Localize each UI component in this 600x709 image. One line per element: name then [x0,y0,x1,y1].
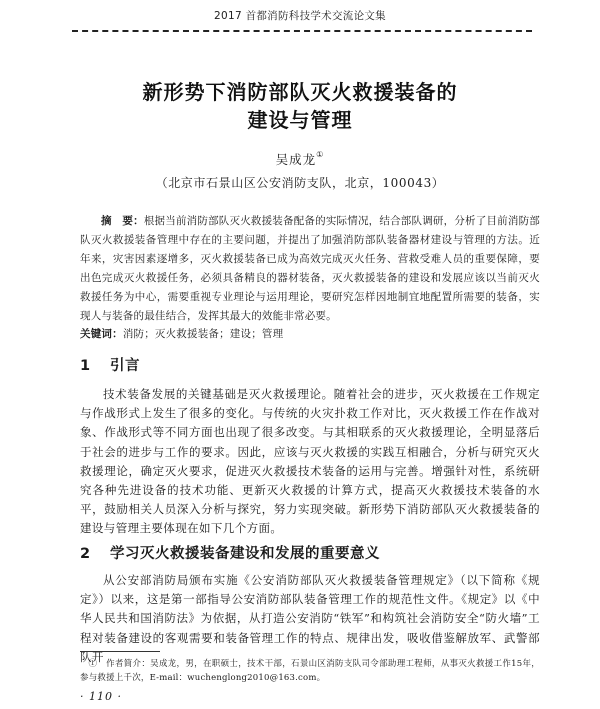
abstract [80,212,540,326]
section-2-number: 2 [80,546,91,562]
keywords [80,326,540,341]
section-1-number: 1 [80,358,91,374]
abstract-text: 根据当前消防部队灭火救援装备配备的实际情况，结合部队调研，分析了目前消防部队灭火救援装备管理中存在的主要问题，并提出了加强消防部队装备器材建设与管理的方法。近年来，灾害因素逐增多，灭火救援装备已成为高效完成灭火任务、营救受难人员的重要保障，要出色完成灭火救援任务，必须具备精良的器材装备，灭火救援装备的建设和发展应该以当前灭火救援任务为中心，需要重视专业理论与运用理论，要研究怎样因地制宜地配置所需要的装备，实现人与装备的最佳结合，发挥其最大的效能非常必要。 [80,215,540,322]
affiliation: （北京市石景山区公安消防支队，北京，100043） [155,176,445,190]
keywords-text: 消防；灭火救援装备；建设；管理 [122,328,284,340]
author-footnote-mark: ① [316,150,325,159]
header-rule [72,30,532,32]
paper-title-line1: 新形势下消防部队灭火救援装备的 [142,80,458,104]
paper-title-line2: 建设与管理 [247,108,353,132]
section-1-heading [80,354,140,375]
page-number: · 110 · [80,690,122,703]
section-1-title: 引言 [110,358,140,374]
author-line [0,150,600,168]
section-1-paragraph: 技术装备发展的关键基础是灭火救援理论。随着社会的进步，灭火救援在工作规定与作战形式上发生了很多的变化。与传统的火灾扑救工作对比，灭火救援工作在作战对象、作战形式等不同方面也出现了很多改变。与其相联系的灭火救援理论，全明显落后于社会的进步与工作的要求。因此，应该与灭火救援的实践互相融合，分析与研究灭火救援理论，确定灭火要求，促进灭火救援技术装备的运用与完善。增强针对性，系统研究各种先进设备的技术功能、更新灭火救援的计算方式，提高灭火救援技术装备的水平，鼓励相关人员深入分析与探究，努力实现突破。新形势下消防部队灭火救援装备的建设与管理主要体现在如下几个方面。 [80,387,540,536]
footnote: ① 作者简介：吴成龙，男，在职硕士，技术干部，石景山区消防支队司令部助理工程师，从事灭火救援工作15年，参与救援上千次，E-mail：wuchenglong2010@163.com。 [80,659,540,683]
section-2-heading [80,542,380,563]
section-2-title: 学习灭火救援装备建设和发展的重要意义 [110,546,380,562]
footnote-rule [80,651,160,652]
author-name: 吴成龙 [275,152,317,167]
keywords-label: 关键词： [80,328,123,340]
running-head: 2017 首都消防科技学术交流论文集 [214,10,386,22]
section-2-paragraph: 从公安部消防局颁布实施《公安消防部队灭火救援装备管理规定》（以下简称《规定》）以来，这是第一部指导公安消防部队装备管理工作的规范性文件。《规定》以《中华人民共和国消防法》为依据，从打造公安消防“铁军”和构筑社会消防安全“防火墙”工程对装备建设的客观需要和装备管理工作的特点、规律出发，吸收借鉴解放军、武警部队开 [80,573,540,664]
abstract-label: 摘 要： [101,215,144,227]
